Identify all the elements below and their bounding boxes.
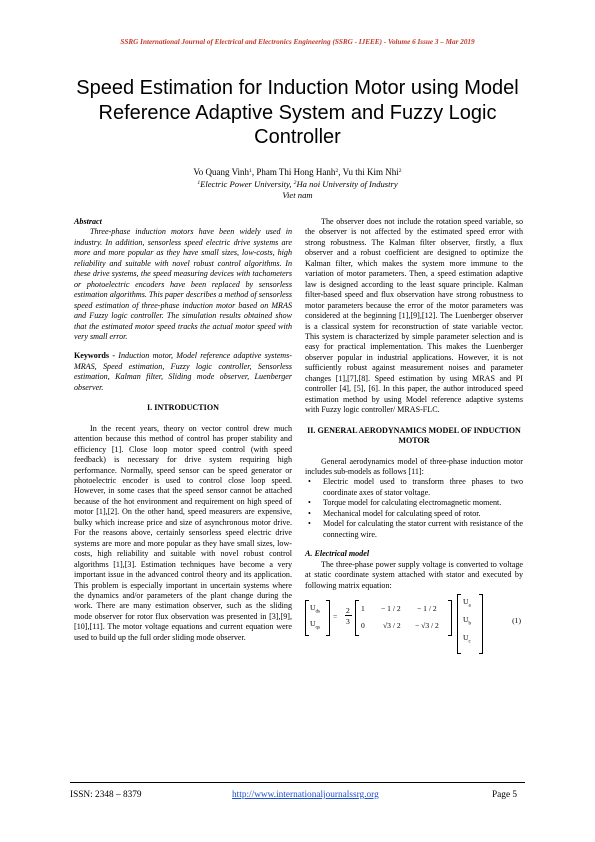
affiliation-country: Viet nam	[282, 189, 313, 200]
section-heading-model: II. GENERAL AERODYNAMICS MODEL OF INDUCTION MOTOR	[307, 425, 521, 446]
bracket-left	[457, 594, 461, 654]
author-name: Vu thi Kim Nhi	[342, 167, 399, 177]
bracket-right	[479, 594, 483, 654]
affiliation-text: Ha noi University of Industry	[296, 179, 398, 189]
affiliation-mark: 2	[293, 180, 297, 186]
equation-symbol: $U_{ds}$	[310, 602, 320, 615]
matrix-cell: 1	[361, 603, 365, 613]
author-name: Vo Quang Vinh	[193, 167, 250, 177]
section-heading-introduction: I. INTRODUCTION	[147, 403, 219, 413]
equation-number: (1)	[512, 615, 521, 625]
introduction-text: In the recent years, theory on vector control drew much attention because this method of control has proper stability and efficiency [1]. Close loop motor speed control (with speed feedback) is necessary for drive system requiring high performance. Normally, speed sensor can be speed generator or photoelectric encoder is used to control close loop speed. However, in some cases that the speed sensor cannot be attached because of the hot environment and requirement on high speed of motor [1],[2]. On the other hand, speed measurers are expensive, bulky which increase price and size of asynchronous motor drive. For the reasons above, certainly sensorless speed electric drive systems are more and more popular as they have small sizes, low-costs, high reliability and suitable with novel robust control algorithms [1],[3]. Estimation techniques have become a very important issue in the advanced control theory and its application. This problem is especially important in uncertain systems where the dynamics and/or parameters of the plant change during the work. There are many estimation observer, such as the sliding mode observer for rotor flux observation was presented in [3],[9],[10],[11]. The motor voltage equations and current equation were used to build up the full order sliding mode observer.	[74, 423, 292, 642]
footer-journal-link[interactable]: http://www.internationaljournalssrg.org	[232, 790, 379, 800]
author-mark: 2	[335, 168, 339, 174]
author-mark: 1	[249, 168, 252, 174]
electrical-model-text: The three-phase power supply voltage is converted to voltage at static coordinate system attached with stator and executed by following matrix equation:	[305, 559, 523, 590]
affiliation-mark: 1	[197, 180, 201, 186]
author-separator: ,	[338, 167, 343, 177]
matrix-cell: √3 / 2	[383, 620, 401, 630]
bracket-right	[448, 600, 452, 636]
matrix-cell: − 1 / 2	[381, 603, 401, 613]
footer-divider	[70, 782, 525, 783]
introduction-continued-text: The observer does not include the rotation speed variable, so the observer is not affected by the estimated speed error with strong robustness. The Kalman filter observer, firstly, a flux observer and a robust coefficient are designed to optimize the Kalman filter, which makes the system more immune to the variation of motor parameters. Then, a speed estimation adaptive law is designed according to the least square principle. Kalman filter-based speed and flux observation have strong robustness to motor parameters because the error of the motor parameters was considered at the beginning [1],[9],[12]. The Luenberger observer is a classical system for reconstruction of state variable vector. This system is characterized by simple parameter selection and is easy for practical implementation. This makes the Luenberger observer popular in industrial applications. However, it is not sufficiently robust against measurement noises and parameter changes [1],[7],[8]. Speed estimation by using MRAS and PI controller [4], [5], [6]. In this paper, the author introduced speed estimation method by using Model reference adaptive systems with Fuzzy logic controller/ MRAS-FLC.	[305, 217, 523, 415]
subsection-heading: A. Electrical model	[305, 549, 370, 559]
author-name: Pham Thi Hong Hanh	[256, 167, 336, 177]
footer-issn: ISSN: 2348 – 8379	[70, 790, 142, 800]
affiliation	[60, 179, 535, 200]
left-column	[74, 217, 292, 643]
equation-symbol: $U_{qs}$	[310, 618, 320, 631]
bracket-left	[355, 600, 359, 636]
bracket-right	[326, 600, 330, 636]
affiliation-line	[60, 179, 535, 190]
abstract-text: Three-phase induction motors have been widely used in industry. In addition, sensorless speed electric drive systems are more and more popular as they have small sizes, low-costs, high reliability and suitable with novel robust control algorithms. In these drive systems, the speed measuring devices with tachometers or photoelectric encoders have been replaced by sensorless estimation algorithms. This paper describes a method of sensorless speed estimation of three-phase induction motor based on MRAS and Fuzzy logic controller. The simulation results obtained show that the estimated motor speed tracks the actual motor speed with very small error.	[74, 227, 292, 341]
paper-title: Speed Estimation for Induction Motor using Model Reference Adaptive System and Fuzzy Logic Controller	[76, 77, 519, 148]
author-mark: 2	[398, 168, 402, 174]
matrix-cell: − √3 / 2	[415, 620, 439, 630]
submodel-list	[305, 477, 523, 540]
fraction-denominator: 3	[346, 616, 350, 626]
list-item: • Model for calculating the stator current with resistance of the connecting wire.	[323, 519, 523, 540]
fraction-bar	[345, 615, 352, 616]
right-column	[305, 217, 523, 656]
affiliation-text: Electric Power University,	[200, 179, 294, 189]
list-item: • Electric model used to transform three phases to two coordinate axes of stator voltage.	[323, 477, 523, 498]
author-separator: ,	[251, 167, 257, 177]
list-item: • Mechanical model for calculating speed of rotor.	[323, 509, 523, 519]
matrix-equation	[305, 594, 523, 656]
matrix-cell: − 1 / 2	[417, 603, 437, 613]
equation-symbol: $U_a$	[463, 596, 471, 609]
model-intro-text: General aerodynamics model of three-phase induction motor includes sub-models as follows [11]:	[305, 456, 523, 476]
keywords	[74, 351, 292, 393]
equation-symbol: $U_b$	[463, 614, 471, 627]
keywords-label: Keywords -	[74, 351, 116, 361]
footer-page-number: Page 5	[492, 790, 518, 800]
bracket-left	[305, 600, 309, 636]
list-item: • Torque model for calculating electromagnetic moment.	[323, 498, 523, 508]
author-list	[60, 167, 535, 178]
journal-header: SSRG International Journal of Electrical and Electronics Engineering (SSRG - IJEEE) - Volume 6 Issue 3 – Mar 2019	[120, 38, 475, 46]
keywords-text: Induction motor, Model reference adaptive systems- MRAS, Speed estimation, Fuzzy logic controller, Sensorless estimation, Kalman filter, Sliding mode observer, Luenberger observer.	[74, 351, 292, 392]
fraction-numerator: 2	[346, 605, 350, 615]
abstract-label: Abstract	[74, 217, 102, 226]
equals-sign: =	[333, 611, 338, 621]
equation-symbol: $U_c$	[463, 632, 471, 645]
matrix-cell: 0	[361, 620, 365, 630]
